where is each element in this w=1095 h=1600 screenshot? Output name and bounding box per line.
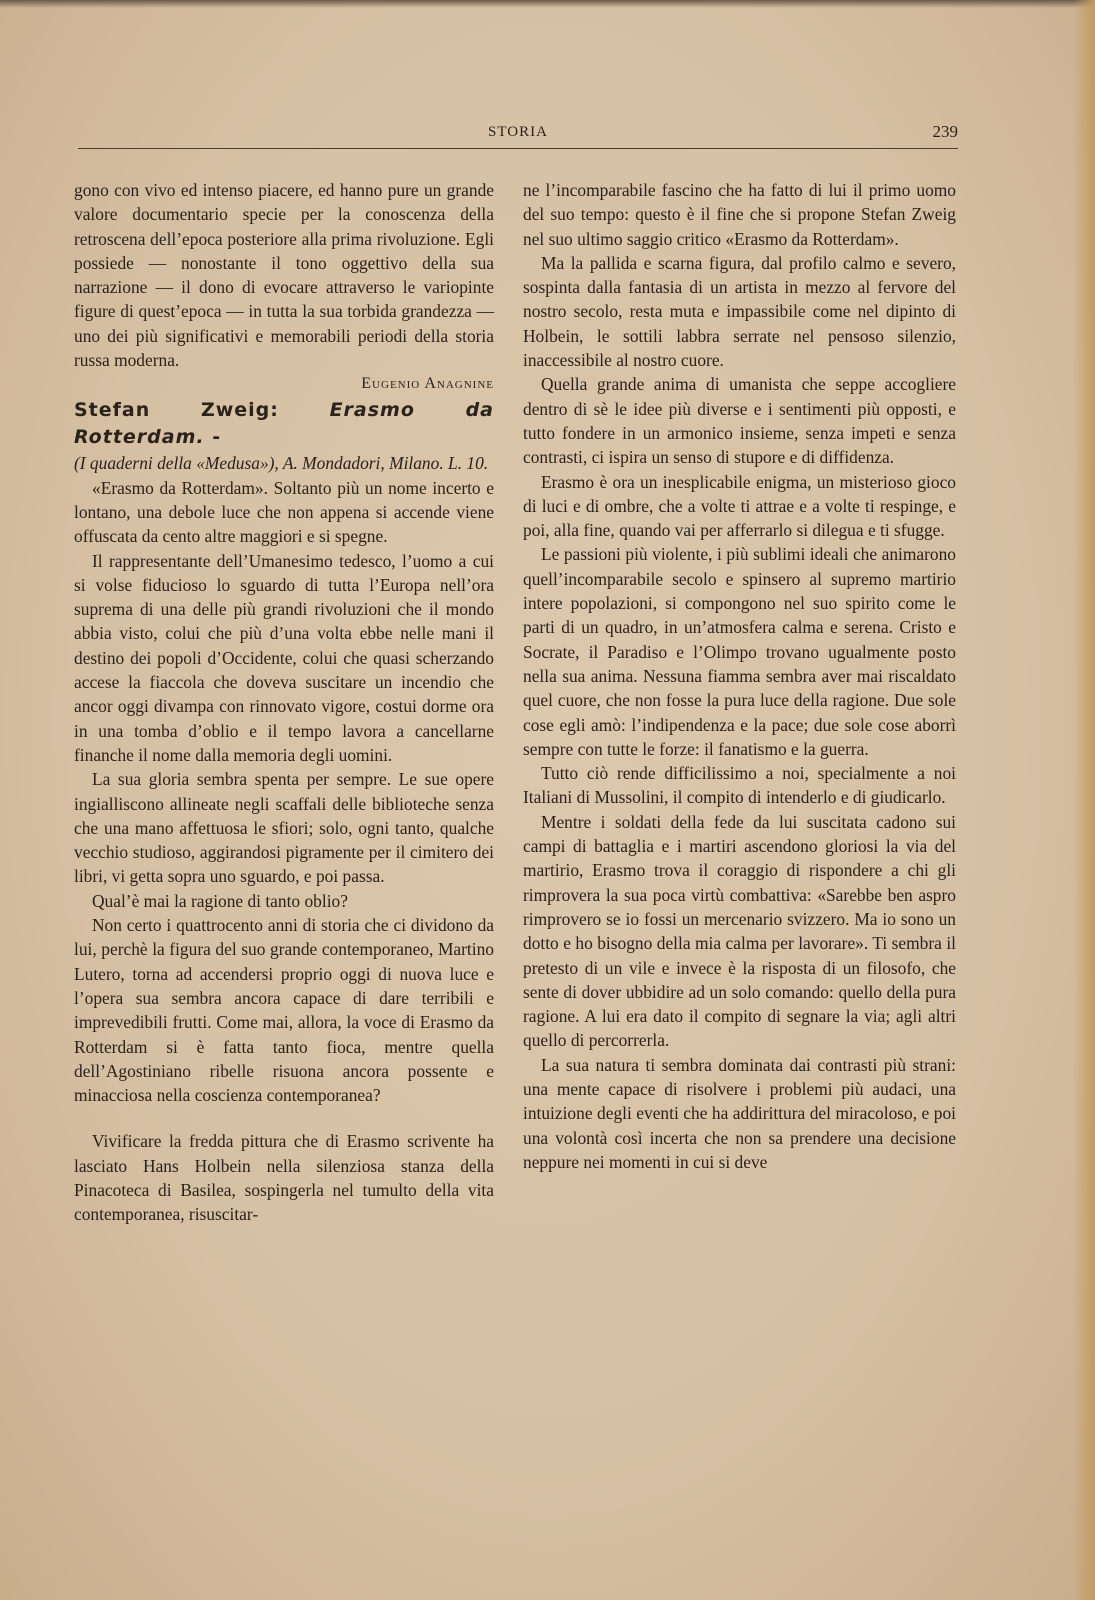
paragraph: Quella grande anima di umanista che seppe accogliere dentro di sè le idee più diverse e i sentimenti più opposti, e tutto fondere in un armonico insieme, senza impeti e senza contrasti, ci ispira un senso di stupore e di diffidenza. — [523, 374, 956, 468]
review-author: Stefan Zweig: — [74, 398, 279, 421]
page-top-shadow — [0, 0, 1095, 8]
page-number: 239 — [932, 122, 958, 141]
review-dash: - — [212, 425, 222, 448]
right-column — [523, 178, 956, 1174]
running-title: STORIA — [488, 124, 548, 140]
header-rule — [78, 148, 958, 149]
running-header — [78, 122, 958, 152]
paragraph: Mentre i soldati della fede da lui suscitata cadono sui campi di battaglia e i martiri ascendono gloriosi la via del martirio, Erasmo trova il coraggio di rispondere a chi gli rimprovera la sua poca virtù combattiva: «Sarebbe ben aspro rimprovero se io fossi un mercenario svizzero. Ma io sono un dotto e ho bisogno della mia calma per lavorare». Ti sembra il pretesto di un vile e invece è la risposta di un filosofo, che sente di dover ubbidire ad un solo comando: quello della pura ragione. A lui era dato il compito di segnare la via; agli altri quello di percorrerla. — [523, 811, 956, 1051]
paragraph: Tutto ciò rende difficilissimo a noi, specialmente a noi Italiani di Mussolini, il compito di intenderlo e di giudicarlo. — [523, 763, 956, 808]
paragraph: ne l’incomparabile fascino che ha fatto di lui il primo uomo del suo tempo: questo è il fine che si propone Stefan Zweig nel suo ultimo saggio critico «Erasmo da Rotterdam». — [523, 180, 956, 249]
paragraph: Qual’è mai la ragione di tanto oblio? — [92, 890, 348, 911]
paragraph: Ma la pallida e scarna figura, dal profilo calmo e severo, sospinta dalla fantasia di un artista in mezzo al fervore del nostro secolo, resta muta e impassibile come nel dipinto di Holbein, le sottili labbra serrate nel pensoso silenzio, inaccessibile al nostro cuore. — [523, 252, 956, 371]
paragraph: Non certo i quattrocento anni di storia che ci dividono da lui, perchè la figura del suo grande contemporaneo, Martino Lutero, torna ad accendersi proprio oggi di nuova luce e l’opera sua sembra ancora capace di dare terribili e imprevedibili frutti. Come mai, allora, la voce di Erasmo da Rotterdam si è fatta tanto fioca, mentre quella dell’Agostiniano ribelle risuona ancora possente e minacciosa nella coscienza contemporanea? — [74, 915, 494, 1106]
paragraph: Erasmo è ora un inesplicabile enigma, un misterioso gioco di luci e di ombre, che a volte ti attrae e a volte ti respinge, e poi, alla fine, quando vai per afferrarlo si dilegua e ti sfugge. — [523, 471, 956, 541]
left-column — [74, 178, 494, 1227]
paragraph: Il rappresentante dell’Umanesimo tedesco, l’uomo a cui si volse fiducioso lo sguardo di tutta l’Europa nell’ora suprema di una delle più grandi rivoluzioni che il mondo abbia visto, colui che più d’una volta ebbe nelle mani il destino dei popoli d’Occidente, colui che quasi scherzando accese la fiaccola che doveva suscitare un incendio che ancor oggi divampa con rinnovato vigore, costui dorme ora in una tomba d’oblio e il tempo lavora a cancellarne finanche il nome dalla memoria degli uomini. — [74, 550, 494, 765]
review-publication: (I quaderni della «Medusa»), A. Mondadori, Milano. L. 10. — [74, 452, 489, 473]
review-heading — [74, 397, 494, 451]
paragraph: «Erasmo da Rotterdam». Soltanto più un nome incerto e lontano, una debole luce che non appena si accende viene offuscata da cento altre maggiori e si spegne. — [74, 477, 494, 547]
paragraph: gono con vivo ed intenso piacere, ed hanno pure un grande valore documentario specie per la conoscenza della retroscena dell’epoca posteriore alla prima rivoluzione. Egli possiede — nonostante il tono oggettivo della sua narrazione — il dono di evocare attraverso le variopinte figure di quest’epoca — in tutta la sua torbida grandezza — uno dei più significativi e memorabili periodi della storia russa moderna. — [74, 180, 494, 371]
paragraph: Le passioni più violente, i più sublimi ideali che animarono quell’incomparabile secolo e spinsero al supremo martirio intere popolazioni, si compongono nel suo spirito come le parti di un quadro, in un’atmosfera calma e serena. Cristo e Socrate, il Paradiso e l’Olimpo trovano ugualmente posto nella sua anima. Nessuna fiamma sembra aver mai riscaldato quel cuore, che non fosse la pura luce della ragione. Due sole cose egli amò: l’indipendenza e la pace; due sole cose aborrì sempre con tutte le forze: il fanatismo e la guerra. — [523, 544, 956, 759]
paragraph: Vivificare la fredda pittura che di Erasmo scrivente ha lasciato Hans Holbein nella silenziosa stanza della Pinacoteca di Basilea, sospingerla nel tumulto della vita contemporanea, risuscitar- — [74, 1131, 494, 1225]
section-gap — [74, 1107, 494, 1129]
review-title: Erasmo da Rotterdam. — [74, 398, 494, 448]
page-right-edge — [1073, 0, 1095, 1600]
paragraph: La sua gloria sembra spenta per sempre. Le sue opere ingialliscono allineate negli scaffali delle biblioteche senza che una mano affettuosa le sfiori; solo, ogni tanto, qualche vecchio studioso, aggirandosi pigramente per il cimitero dei libri, vi getta sopra uno sguardo, e poi passa. — [74, 769, 494, 887]
paragraph: La sua natura ti sembra dominata dai contrasti più strani: una mente capace di risolvere i problemi più audaci, una intuizione degli eventi che ha addirittura del miracoloso, e poi una volontà così incerta che non sa prendere una decisione neppure nei momenti in cui si deve — [523, 1054, 956, 1172]
author-signature: Eugenio Anagnine — [361, 375, 494, 393]
